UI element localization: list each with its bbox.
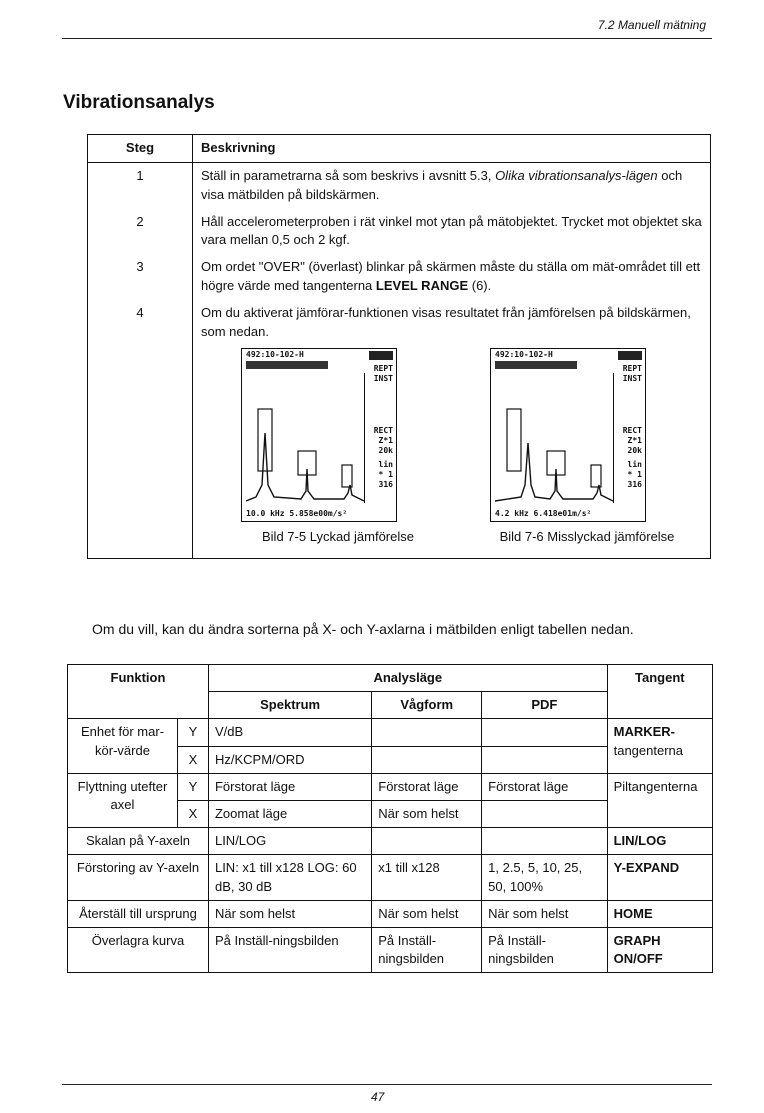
axis-label: X	[177, 800, 208, 827]
step-number: 4	[88, 300, 193, 559]
step-emphasis: Olika vibrationsanalys-lägen	[495, 167, 658, 183]
figure-caption: Bild 7-5 Lyckad jämförelse	[262, 528, 414, 544]
vagform-cell: När som helst	[372, 900, 482, 927]
section-reference: 7.2 Manuell mätning	[597, 18, 706, 32]
table-row	[68, 855, 713, 900]
screen-side-label: 316	[378, 479, 393, 489]
function-label: Enhet för mar-kör-värde	[68, 719, 178, 773]
table-row	[68, 900, 713, 927]
page-number: 47	[371, 1090, 385, 1104]
tangent-cell: Y-EXPAND	[607, 855, 712, 900]
function-label: Återställ till ursprung	[68, 900, 209, 927]
spektrum-cell: LIN/LOG	[208, 828, 371, 855]
step-key-name: LEVEL RANGE	[375, 278, 469, 294]
steps-header-steg: Steg	[88, 135, 193, 163]
step-number: 1	[88, 162, 193, 208]
tangent-key: MARKER-	[613, 724, 675, 740]
step-number: 2	[88, 209, 193, 255]
step-row	[88, 300, 711, 559]
function-label: Överlagra kurva	[68, 927, 209, 972]
header-analyslage: Analysläge	[208, 665, 607, 692]
table-row	[68, 828, 713, 855]
step-text: Om ordet "OVER" (överlast) blinkar på skärmen måste du ställa om mät-området till ett högre värde med tangenterna	[201, 259, 701, 294]
vagform-cell	[372, 719, 482, 746]
analyzer-screen	[490, 348, 646, 522]
vagform-cell: På Inställ-ningsbilden	[372, 927, 482, 972]
spectrum-plot	[495, 373, 614, 503]
vagform-cell: Förstorat läge	[372, 773, 482, 800]
table-row	[68, 719, 713, 746]
table-row	[68, 773, 713, 800]
tangent-cell	[607, 719, 712, 773]
screen-side-label: REPT	[373, 363, 393, 373]
page-title: Vibrationsanalys	[63, 92, 215, 113]
step-description	[193, 209, 711, 255]
pdf-cell	[482, 800, 607, 827]
screen-side-label: * 1	[378, 469, 393, 479]
spektrum-cell: Zoomat läge	[208, 800, 371, 827]
spectrum-curve	[495, 443, 613, 501]
steps-header-beskrivning: Beskrivning	[193, 135, 711, 163]
step-row	[88, 209, 711, 255]
screen-status-bar	[246, 361, 328, 369]
spektrum-cell: När som helst	[208, 900, 371, 927]
function-header-row	[68, 665, 713, 692]
screen-header-text: 492:10-102-H	[246, 349, 304, 359]
spectrum-curve	[246, 433, 364, 501]
screen-figure-failure	[490, 348, 684, 547]
screen-side-label: 20k	[378, 445, 393, 455]
spektrum-cell: På Inställ-ningsbilden	[208, 927, 371, 972]
comparison-window	[507, 409, 521, 471]
header-tangent: Tangent	[607, 665, 712, 719]
screen-side-label: lin	[627, 459, 642, 469]
step-description	[193, 254, 711, 300]
screen-side-label: RECT	[373, 425, 393, 435]
screen-side-label: RECT	[622, 425, 642, 435]
tangent-cell: Piltangenterna	[607, 773, 712, 827]
function-table	[67, 664, 713, 973]
pdf-cell	[482, 719, 607, 746]
tangent-cell: HOME	[607, 900, 712, 927]
comparison-window	[591, 465, 601, 487]
comparison-screens	[201, 348, 702, 555]
pdf-cell	[482, 746, 607, 773]
spectrum-plot	[246, 373, 365, 503]
screen-side-label: lin	[378, 459, 393, 469]
axis-label: X	[177, 746, 208, 773]
step-description	[193, 300, 711, 559]
vagform-cell	[372, 746, 482, 773]
screen-side-label: REPT	[622, 363, 642, 373]
function-label: Skalan på Y-axeln	[68, 828, 209, 855]
screen-figure-success	[241, 348, 435, 547]
screen-side-label: Z*1	[378, 435, 393, 445]
screen-readout: 10.0 kHz 5.858e00m/s²	[246, 508, 348, 518]
pdf-cell: På Inställ-ningsbilden	[482, 927, 607, 972]
spektrum-cell: Hz/KCPM/ORD	[208, 746, 371, 773]
steps-header-row	[88, 135, 711, 163]
screen-header-text: 492:10-102-H	[495, 349, 553, 359]
screen-side-label: 316	[627, 479, 642, 489]
step-text: Ställ in parametrarna så som beskrivs i avsnitt 5.3,	[201, 167, 496, 183]
screen-side-label: 20k	[627, 445, 642, 455]
spektrum-cell: LIN: x1 till x128 LOG: 60 dB, 30 dB	[208, 855, 371, 900]
spektrum-cell: Förstorat läge	[208, 773, 371, 800]
tangent-cell: GRAPH ON/OFF	[607, 927, 712, 972]
tangent-cell: LIN/LOG	[607, 828, 712, 855]
header-rule	[62, 38, 712, 39]
vagform-cell: När som helst	[372, 800, 482, 827]
screen-readout: 4.2 kHz 6.418e01m/s²	[495, 508, 592, 518]
table-row	[68, 927, 713, 972]
screen-status-bar	[495, 361, 577, 369]
spektrum-cell: V/dB	[208, 719, 371, 746]
screen-side-label: Z*1	[627, 435, 642, 445]
step-text: och visa mätbilden på bildskärmen.	[201, 167, 683, 202]
header-vagform: Vågform	[372, 692, 482, 719]
step-row	[88, 254, 711, 300]
pdf-cell: Förstorat läge	[482, 773, 607, 800]
axis-label: Y	[177, 719, 208, 746]
step-number: 3	[88, 254, 193, 300]
axis-label: Y	[177, 773, 208, 800]
pdf-cell	[482, 828, 607, 855]
vagform-cell	[372, 828, 482, 855]
intro-paragraph: Om du vill, kan du ändra sorterna på X- och Y-axlarna i mätbilden enligt tabellen nedan.	[92, 621, 634, 637]
function-label: Flyttning utefter axel	[68, 773, 178, 827]
analyzer-screen	[241, 348, 397, 522]
steps-table	[87, 134, 711, 559]
screen-mode-badge	[618, 351, 642, 360]
tangent-text: tangenterna	[613, 742, 684, 758]
pdf-cell: 1, 2.5, 5, 10, 25, 50, 100%	[482, 855, 607, 900]
step-row	[88, 162, 711, 208]
header-spektrum: Spektrum	[208, 692, 371, 719]
screen-side-label: INST	[373, 373, 393, 383]
comparison-window	[342, 465, 352, 487]
step-text: Håll accelerometerproben i rät vinkel mot ytan på mätobjektet. Trycket mot objektet ska vara mellan 0,5 och 2 kgf.	[201, 213, 702, 248]
figure-caption: Bild 7-6 Misslyckad jämförelse	[499, 528, 675, 544]
screen-side-label: INST	[622, 373, 642, 383]
vagform-cell: x1 till x128	[372, 855, 482, 900]
footer-rule	[62, 1084, 712, 1085]
step-text: Om du aktiverat jämförar-funktionen visas resultatet från jämförelsen på bildskärmen, som nedan.	[201, 304, 691, 339]
screen-mode-badge	[369, 351, 393, 360]
header-funktion: Funktion	[68, 665, 209, 719]
step-text: (6).	[468, 278, 492, 294]
screen-side-label: * 1	[627, 469, 642, 479]
step-description	[193, 162, 711, 208]
function-label: Förstoring av Y-axeln	[68, 855, 209, 900]
header-pdf: PDF	[482, 692, 607, 719]
pdf-cell: När som helst	[482, 900, 607, 927]
